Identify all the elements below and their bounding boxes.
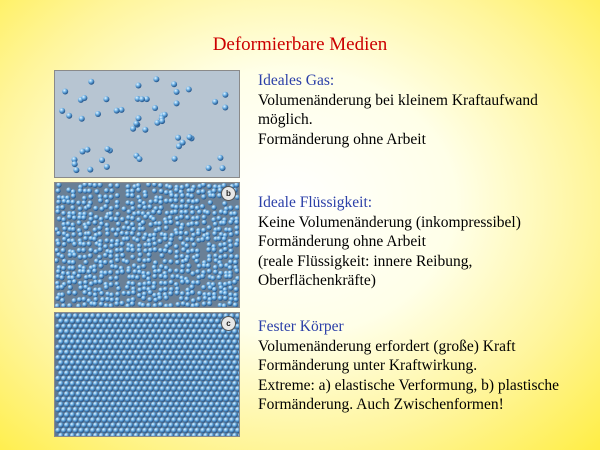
section-line: Volumenänderung bei kleinem Kraftaufwand <box>258 91 538 109</box>
section-line: Formänderung ohne Arbeit <box>258 130 426 148</box>
panel-label-badge: c <box>221 316 236 331</box>
section-line: Oberflächenkräfte) <box>258 272 376 289</box>
section-line: (reale Flüssigkeit: innere Reibung, <box>258 252 473 270</box>
section-line: Formänderung ohne Arbeit <box>258 233 426 250</box>
section-line: Formänderung unter Kraftwirkung. <box>258 357 478 374</box>
panel-label-badge: b <box>221 186 236 201</box>
gas-particles-drawing <box>55 71 239 177</box>
liquid-particles-image <box>54 182 240 308</box>
section-heading: Fester Körper <box>258 318 344 335</box>
section-ideal-gas <box>258 71 588 149</box>
gas-particles-image <box>54 70 240 178</box>
section-ideal-liquid <box>258 193 588 291</box>
section-line: Keine Volumenänderung (inkompressibel) <box>258 213 521 231</box>
liquid-particles-drawing <box>55 183 239 307</box>
section-line: Volumenänderung erfordert (große) Kraft <box>258 337 516 355</box>
solid-particles-image <box>54 312 240 437</box>
slide-title: Deformierbare Medien <box>212 34 388 55</box>
section-heading: Ideale Flüssigkeit: <box>258 194 373 211</box>
section-line: möglich. <box>258 111 313 128</box>
section-heading: Ideales Gas: <box>258 72 335 89</box>
solid-particles-drawing <box>55 313 239 436</box>
section-line: Extreme: a) elastische Verformung, b) plastische <box>258 376 560 394</box>
section-line: Formänderung. Auch Zwischenformen! <box>258 396 504 413</box>
section-solid-body <box>258 317 588 415</box>
